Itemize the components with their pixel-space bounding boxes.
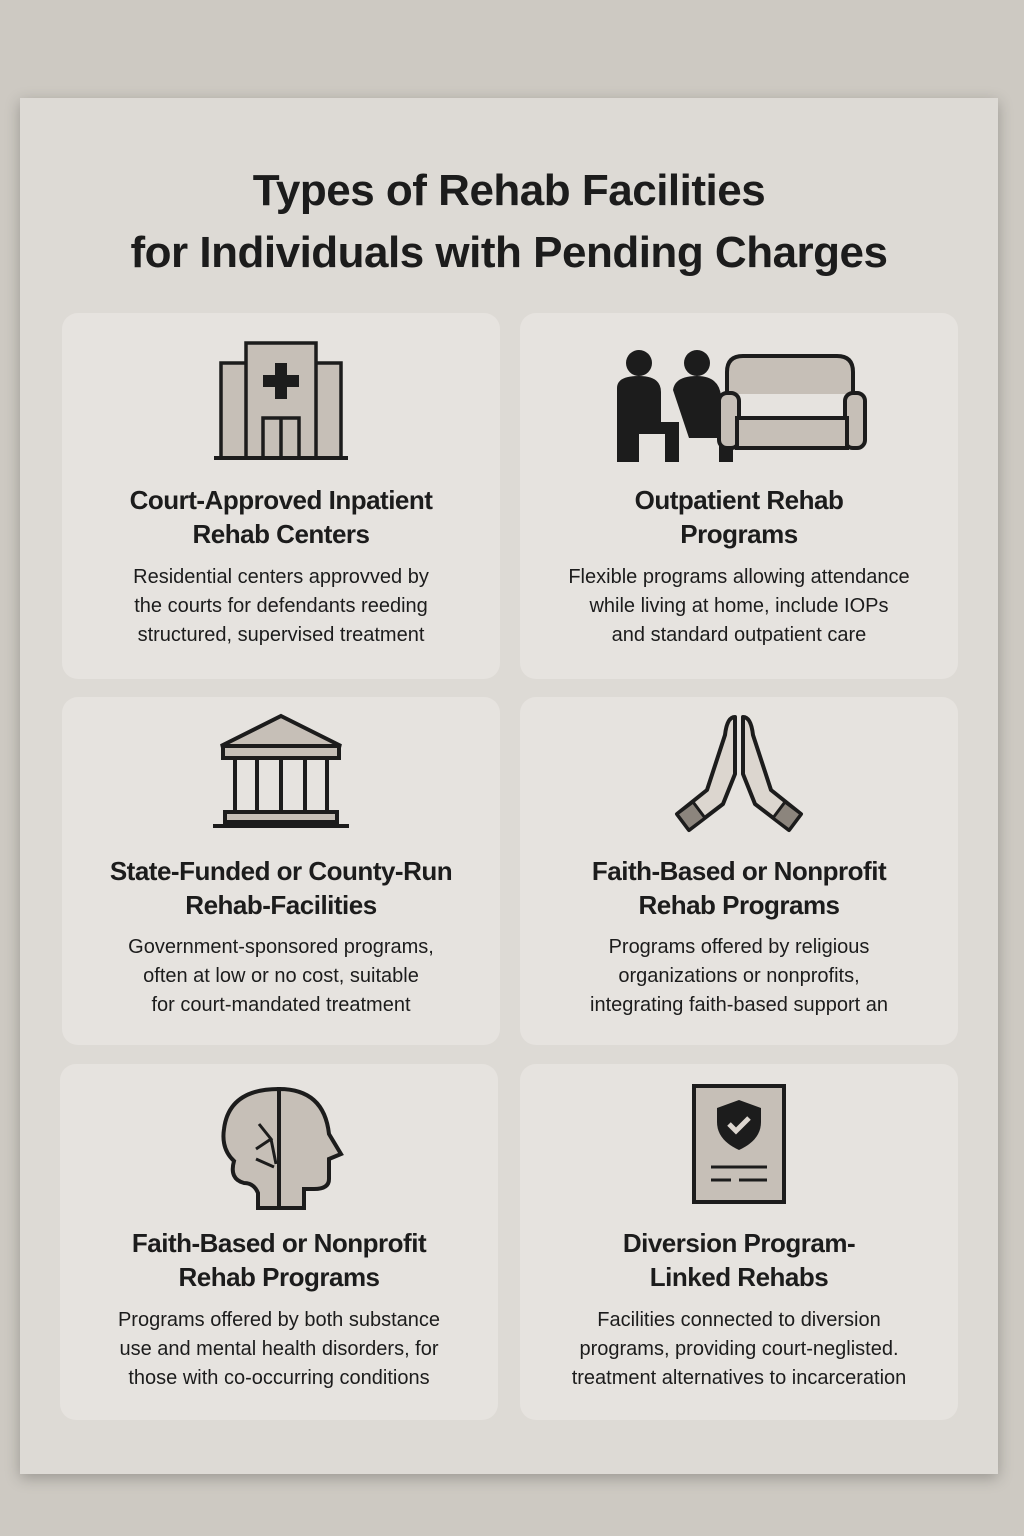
card-description: Facilities connected to diversion programs, providing court-neglisted. treatment alternatives to incarceration bbox=[571, 1309, 907, 1389]
title-line-1: Types of Rehab Facilities bbox=[252, 166, 766, 215]
card-diversion bbox=[520, 1064, 958, 1420]
poster bbox=[20, 98, 998, 1474]
card-description: Programs offered by both substance use and mental health disorders, for those with co-occurring conditions bbox=[117, 1309, 441, 1389]
card-title: Outpatient Rehab Programs bbox=[634, 485, 844, 549]
card-title: Diversion Program- Linked Rehabs bbox=[622, 1228, 856, 1292]
card-dual-diagnosis bbox=[60, 1064, 498, 1420]
head-brain-icon bbox=[214, 1084, 344, 1214]
people-couch-icon bbox=[609, 348, 869, 468]
card-inpatient bbox=[62, 313, 500, 679]
poster-title bbox=[20, 160, 998, 284]
card-title: Court-Approved Inpatient Rehab Centers bbox=[129, 485, 433, 549]
card-description: Programs offered by religious organizations or nonprofits, integrating faith-based support an bbox=[590, 936, 888, 1016]
card-title: State-Funded or County-Run Rehab-Facilities bbox=[109, 856, 453, 920]
shield-document-icon bbox=[689, 1082, 789, 1207]
government-building-icon bbox=[211, 712, 351, 832]
card-description: Residential centers approvved by the courts for defendants reeding structured, supervised treatment bbox=[133, 566, 429, 646]
title-line-2: for Individuals with Pending Charges bbox=[130, 228, 888, 277]
card-outpatient bbox=[520, 313, 958, 679]
card-faith-based bbox=[520, 697, 958, 1045]
card-title: Faith-Based or Nonprofit Rehab Programs bbox=[131, 1228, 427, 1292]
hospital-icon bbox=[211, 338, 351, 468]
card-description: Government-sponsored programs, often at low or no cost, suitable for court-mandated treatment bbox=[128, 936, 434, 1016]
card-state-funded bbox=[62, 697, 500, 1045]
praying-hands-icon bbox=[669, 712, 809, 842]
card-title: Faith-Based or Nonprofit Rehab Programs bbox=[591, 856, 887, 920]
card-description: Flexible programs allowing attendance while living at home, include IOPs and standard outpatient care bbox=[568, 566, 910, 646]
